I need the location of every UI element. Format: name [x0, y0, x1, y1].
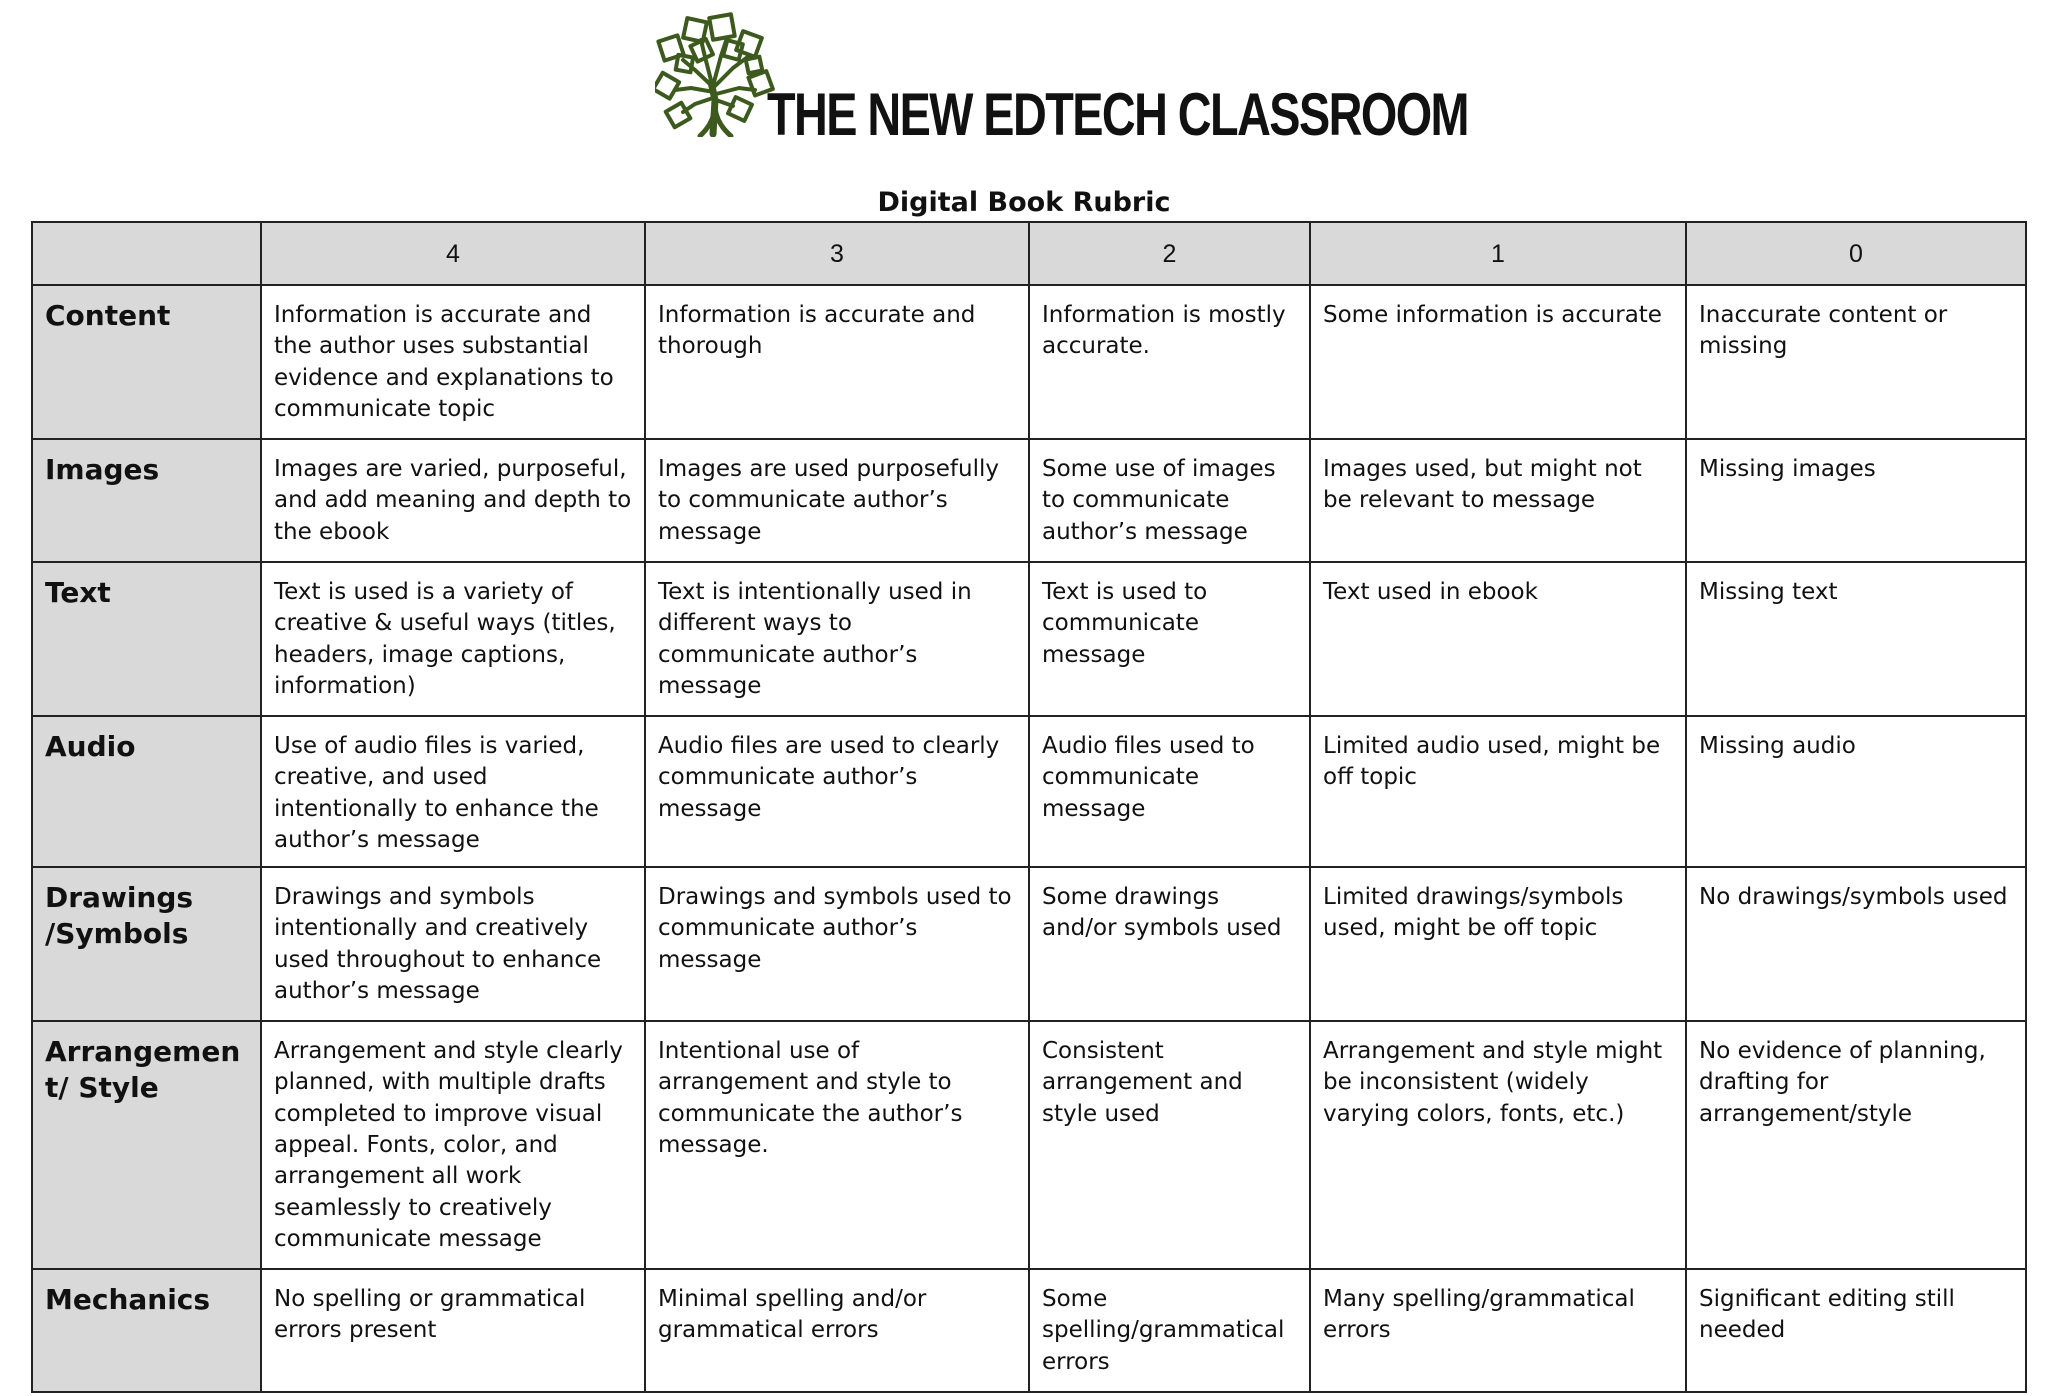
- criterion-label: Audio: [32, 716, 261, 867]
- table-cell: Limited drawings/symbols used, might be off topic: [1310, 867, 1686, 1021]
- table-row: [32, 439, 2026, 562]
- table-cell: Information is accurate and thorough: [645, 285, 1029, 439]
- criterion-label: Mechanics: [32, 1269, 261, 1392]
- table-cell: Text is used to communicate message: [1029, 562, 1310, 716]
- table-cell: Consistent arrangement and style used: [1029, 1021, 1310, 1269]
- table-cell: Arrangement and style might be inconsistent (widely varying colors, fonts, etc.): [1310, 1021, 1686, 1269]
- table-cell: Some drawings and/or symbols used: [1029, 867, 1310, 1021]
- table-cell: No evidence of planning, drafting for arrangement/style: [1686, 1021, 2026, 1269]
- table-cell: No spelling or grammatical errors present: [261, 1269, 645, 1392]
- criterion-label: Arrangement/ Style: [32, 1021, 261, 1269]
- table-row: [32, 867, 2026, 1021]
- table-row: [32, 562, 2026, 716]
- logo: [655, 12, 1468, 148]
- table-cell: Minimal spelling and/or grammatical errors: [645, 1269, 1029, 1392]
- criterion-label: Content: [32, 285, 261, 439]
- table-cell: Some information is accurate: [1310, 285, 1686, 439]
- table-cell: Many spelling/grammatical errors: [1310, 1269, 1686, 1392]
- criterion-label: Drawings /Symbols: [32, 867, 261, 1021]
- table-header-row: [32, 222, 2026, 285]
- column-header-score-4: 4: [261, 222, 645, 285]
- tree-logo-icon: [655, 12, 775, 137]
- table-cell: Audio files used to communicate message: [1029, 716, 1310, 867]
- table-cell: Images are varied, purposeful, and add meaning and depth to the ebook: [261, 439, 645, 562]
- table-cell: Missing images: [1686, 439, 2026, 562]
- table-cell: Drawings and symbols used to communicate author’s message: [645, 867, 1029, 1021]
- table-row: [32, 1269, 2026, 1392]
- rubric-table: [31, 221, 2027, 1393]
- table-cell: No drawings/symbols used: [1686, 867, 2026, 1021]
- table-cell: Some use of images to communicate author’s message: [1029, 439, 1310, 562]
- table-cell: Text is used is a variety of creative & useful ways (titles, headers, image captions, information): [261, 562, 645, 716]
- table-row: [32, 716, 2026, 867]
- table-cell: Images used, but might not be relevant to message: [1310, 439, 1686, 562]
- column-header-score-3: 3: [645, 222, 1029, 285]
- table-cell: Arrangement and style clearly planned, with multiple drafts completed to improve visual appeal. Fonts, color, and arrangement all work seamlessly to creatively communicate message: [261, 1021, 645, 1269]
- table-cell: Intentional use of arrangement and style to communicate the author’s message.: [645, 1021, 1029, 1269]
- table-cell: Limited audio used, might be off topic: [1310, 716, 1686, 867]
- table-cell: Text is intentionally used in different ways to communicate author’s message: [645, 562, 1029, 716]
- column-header-score-2: 2: [1029, 222, 1310, 285]
- document-header: [0, 0, 2048, 180]
- table-cell: Images are used purposefully to communicate author’s message: [645, 439, 1029, 562]
- table-cell: Some spelling/grammatical errors: [1029, 1269, 1310, 1392]
- table-cell: Inaccurate content or missing: [1686, 285, 2026, 439]
- column-header-score-0: 0: [1686, 222, 2026, 285]
- page-title: Digital Book Rubric: [877, 187, 1171, 218]
- table-cell: Information is mostly accurate.: [1029, 285, 1310, 439]
- logo-wordmark: THE NEW EDTECH CLASSROOM: [767, 81, 1468, 148]
- table-cell: Text used in ebook: [1310, 562, 1686, 716]
- criterion-label: Images: [32, 439, 261, 562]
- table-cell: Missing text: [1686, 562, 2026, 716]
- table-row: [32, 1021, 2026, 1269]
- table-cell: Audio files are used to clearly communicate author’s message: [645, 716, 1029, 867]
- table-cell: Missing audio: [1686, 716, 2026, 867]
- table-cell: Drawings and symbols intentionally and creatively used throughout to enhance author’s message: [261, 867, 645, 1021]
- table-cell: Information is accurate and the author uses substantial evidence and explanations to communicate topic: [261, 285, 645, 439]
- table-row: [32, 285, 2026, 439]
- criterion-label: Text: [32, 562, 261, 716]
- table-cell: Significant editing still needed: [1686, 1269, 2026, 1392]
- table-cell: Use of audio files is varied, creative, and used intentionally to enhance the author’s message: [261, 716, 645, 867]
- column-header-score-1: 1: [1310, 222, 1686, 285]
- column-header-criterion: [32, 222, 261, 285]
